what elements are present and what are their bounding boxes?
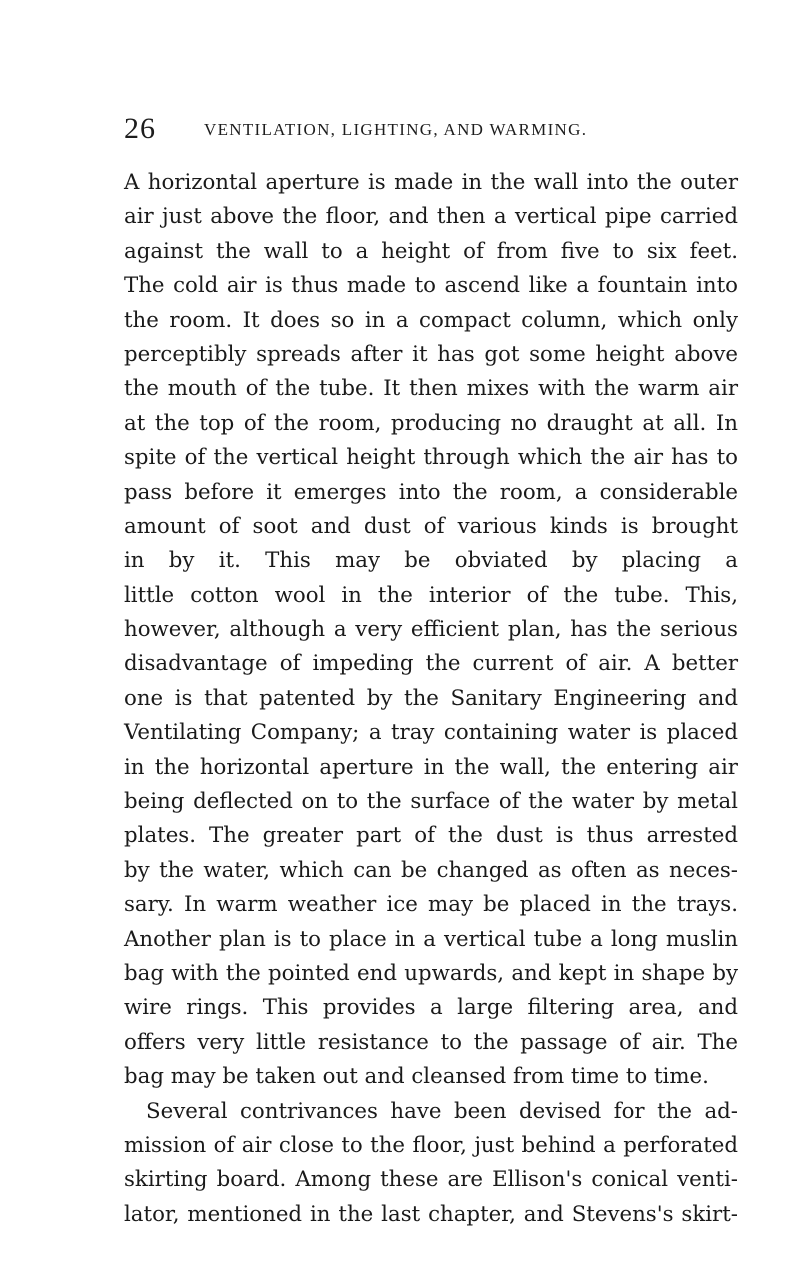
text-line: however, although a very efficient plan, has the serious [124,617,738,643]
text-line: spite of the vertical height through which the air has to [124,445,738,471]
text-line: the mouth of the tube. It then mixes with the warm air [124,376,738,402]
text-line: The cold air is thus made to ascend like a fountain into [124,273,738,299]
text-line: pass before it emerges into the room, a considerable [124,479,738,505]
text-line: at the top of the room, producing no draught at all. In [124,410,738,436]
body-text [124,166,738,1232]
text-line: disadvantage of impeding the current of air. A better [124,651,738,677]
text-line: in by it. This may be obviated by placing a [124,548,738,574]
text-line: by the water, which can be changed as often as neces- [124,857,738,883]
text-line: bag may be taken out and cleansed from time to time. [124,1064,709,1090]
text-line: against the wall to a height of from five to six feet. [124,238,738,264]
text-line: A horizontal aperture is made in the wall into the outer [124,170,738,195]
running-head [124,112,744,152]
text-line: Several contrivances have been devised for the ad- [146,1098,738,1124]
text-line: Ventilating Company; a tray containing water is placed [124,720,738,746]
page-number: 26 [124,112,156,145]
text-line: little cotton wool in the interior of the tube. This, [124,582,738,608]
text-line: air just above the floor, and then a vertical pipe carried [124,204,738,230]
text-line: skirting board. Among these are Ellison's conical venti- [124,1167,738,1193]
text-line: one is that patented by the Sanitary Engineering and [124,685,738,711]
text-line: mission of air close to the floor, just behind a perforated [124,1132,738,1158]
text-line: plates. The greater part of the dust is thus arrested [124,823,738,849]
text-line: lator, mentioned in the last chapter, and Stevens's skirt- [124,1201,738,1227]
text-line: wire rings. This provides a large filtering area, and [124,995,738,1021]
text-line: offers very little resistance to the passage of air. The [124,1029,738,1055]
text-line: the room. It does so in a compact column, which only [124,307,738,333]
text-line: sary. In warm weather ice may be placed in the trays. [124,892,738,918]
text-line: perceptibly spreads after it has got some height above [124,341,738,367]
text-line: in the horizontal aperture in the wall, the entering air [124,754,738,780]
text-line: Another plan is to place in a vertical tube a long muslin [124,926,738,952]
text-line: amount of soot and dust of various kinds is brought [124,513,738,539]
running-title: VENTILATION, LIGHTING, AND WARMING. [204,120,588,139]
text-line: being deflected on to the surface of the water by metal [124,789,738,815]
text-line: bag with the pointed end upwards, and kept in shape by [124,960,738,986]
